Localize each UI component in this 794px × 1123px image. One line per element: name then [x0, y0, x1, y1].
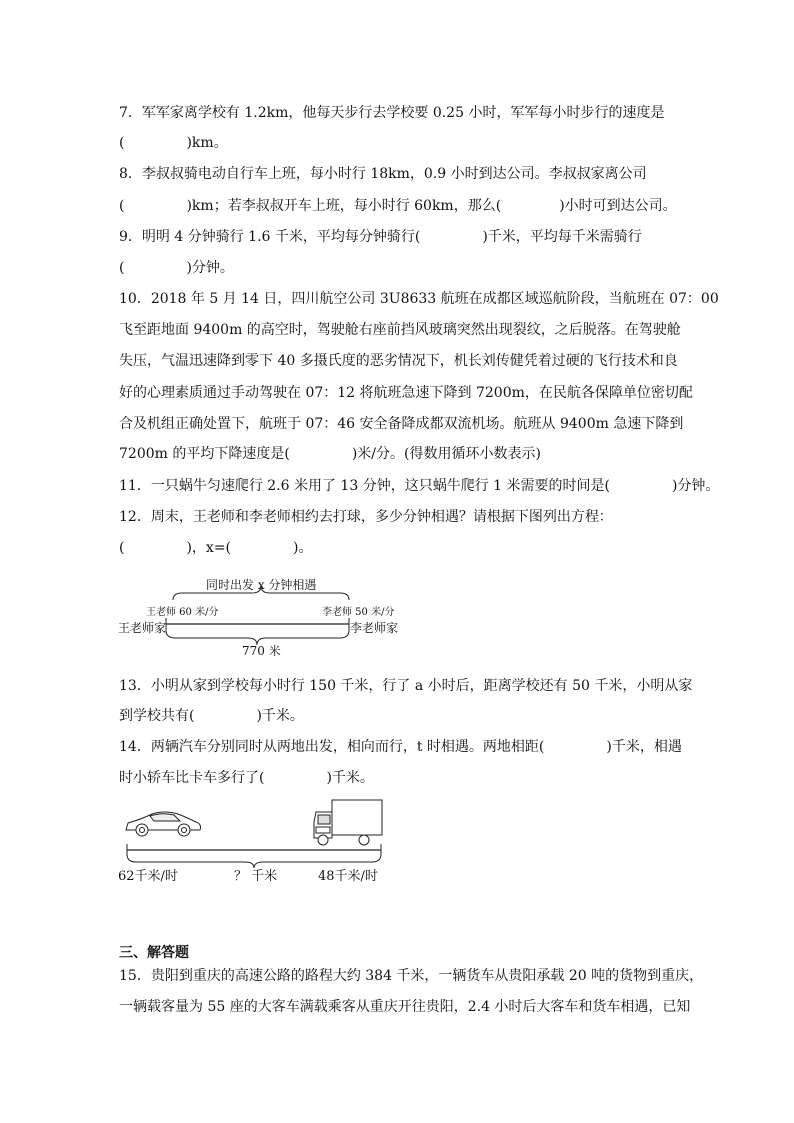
q13-line2: 到学校共有( )千米。	[119, 708, 304, 724]
q15-line1: 15．贵阳到重庆的高速公路的路程大约 384 千米，一辆货车从贵阳承载 20 吨的货物到重庆，	[119, 968, 704, 984]
q11-line1: 11．一只蜗牛匀速爬行 2.6 米用了 13 分钟，这只蜗牛爬行 1 米需要的时间是( )分钟。	[119, 478, 720, 494]
q8-line2: ( )km；若李叔叔开车上班，每小时行 60km，那么( )小时可到达公司。	[119, 198, 677, 214]
bottom-brace	[127, 854, 381, 868]
bottom-brace	[166, 630, 349, 645]
q15-line2: 一辆载客量为 55 座的大客车满载乘客从重庆开往贵阳，2.4 小时后大客车和货车相遇，已知	[119, 999, 691, 1015]
left-home-label: 王老师家	[118, 621, 167, 635]
q10-line2: 飞至距地面 9400m 的高空时，驾驶舱右座前挡风玻璃突然出现裂纹，之后脱落。在驾驶舱	[119, 322, 681, 338]
car-icon	[126, 812, 201, 836]
q14-line2: 时小轿车比卡车多行了( )千米。	[119, 770, 374, 786]
q9-line2: ( )分钟。	[119, 260, 234, 276]
left-speed-label: 王老师 60 米/分	[146, 607, 219, 618]
car-speed-label: 62千米/时	[118, 869, 178, 884]
q10-line4: 好的心理素质通过手动驾驶在 07：12 将航班急速下降到 7200m，在民航各保障单位密切配	[119, 385, 693, 401]
right-home-label: 李老师家	[350, 621, 399, 635]
q7-line1: 7．军军家离学校有 1.2km，他每天步行去学校要 0.25 小时，军军每小时步行的速度是	[119, 105, 665, 121]
section-title: 三、解答题	[119, 945, 189, 961]
q10-line3: 失压，气温迅速降到零下 40 多摄氏度的恶劣情况下，机长刘传健凭着过硬的飞行技术和良	[119, 353, 678, 369]
right-speed-label: 李老师 50 米/分	[322, 607, 395, 618]
truck-speed-label: 48千米/时	[318, 869, 378, 884]
q10-line6: 7200m 的平均下降速度是( )米/分。(得数用循环小数表示)	[119, 446, 541, 462]
q10-line1: 10．2018 年 5 月 14 日，四川航空公司 3U8633 航班在成都区域巡航阶段，当航班在 07：00	[119, 291, 719, 307]
q14-line1: 14．两辆汽车分别同时从两地出发，相向而行，t 时相遇。两地相距( )千米，相遇	[119, 739, 682, 755]
vehicles-diagram	[118, 796, 388, 891]
q9-line1: 9．明明 4 分钟骑行 1.6 千米，平均每分钟骑行( )千米，平均每千米需骑行	[119, 229, 642, 245]
distance-label: 770 米	[242, 644, 281, 658]
q7-line2: ( )km。	[119, 135, 228, 151]
distance-unknown-label: ？ 千米	[234, 869, 278, 884]
truck-icon	[314, 800, 382, 845]
meeting-diagram	[118, 572, 408, 662]
q13-line1: 13．小明从家到学校每小时行 150 千米，行了 a 小时后，距离学校还有 50 千米，小明从家	[119, 678, 693, 694]
q8-line1: 8．李叔叔骑电动自行车上班，每小时行 18km，0.9 小时到达公司。李叔叔家离公司	[119, 166, 647, 182]
q12-line1: 12．周末，王老师和李老师相约去打球，多少分钟相遇？请根据下图列出方程：	[119, 509, 613, 525]
diagram-top-label: 同时出发 x 分钟相遇	[206, 578, 317, 592]
q12-line2: ( )，x=( )。	[119, 540, 313, 556]
q10-line5: 合及机组正确处置下，航班于 07：46 安全备降成都双流机场。航班从 9400m 急速下降到	[119, 416, 684, 432]
